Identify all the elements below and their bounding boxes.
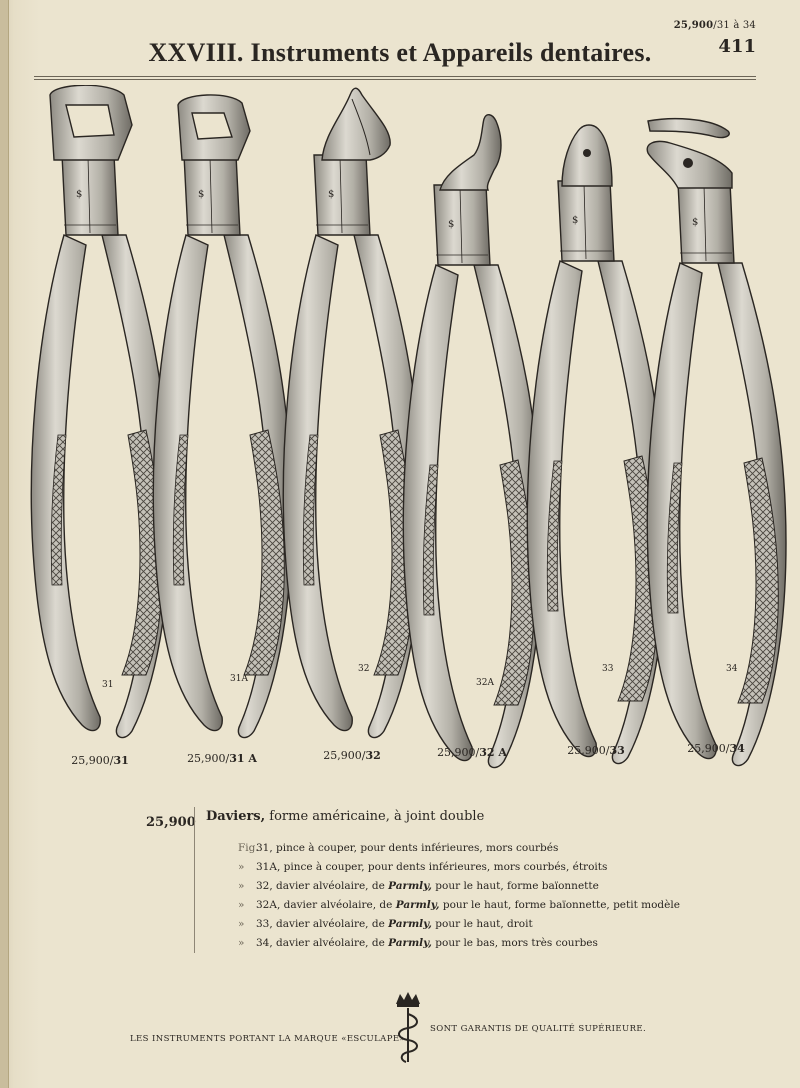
header-ref-bold: 25,900 [673,20,714,31]
description-divider [194,807,195,953]
header-ref-rest: /31 à 34 [713,20,756,31]
page-number: 411 [718,36,756,57]
catalog-number: 25,900 [146,815,196,830]
footer-left-text: LES INSTRUMENTS PORTANT LA MARQUE «ESCULAPE» [130,1034,406,1044]
list-item: » 32A, davier alvéolaire, de Parmly, pour le haut, forme baïonnette, petit modèle [238,899,680,911]
handle-mark-31: 31 [102,680,114,690]
forceps-31a [153,95,292,738]
handle-mark-33: 33 [602,664,614,674]
handle-mark-34: 34 [726,664,738,674]
caption-33: 25,900/33 [567,744,625,757]
footer [0,990,800,1070]
handle-mark-32a: 32A [476,678,494,688]
forceps-illustrations [0,85,800,775]
footer-right-text: SONT GARANTIS DE QUALITÉ SUPÉRIEURE. [430,1024,647,1034]
list-item: » 31A, pince à couper, pour dents inférieures, mors courbés, étroits [238,861,608,873]
list-item: » 34, davier alvéolaire, de Parmly, pour le bas, mors très courbes [238,937,598,949]
description-list [238,839,680,953]
page-title: XXVIII. Instruments et Appareils dentaires. [148,38,652,67]
description-heading: Daviers, forme américaine, à joint double [206,809,485,824]
header-rule [34,76,756,80]
list-item: Fig.31, pince à couper, pour dents inférieures, mors courbés [238,842,559,854]
description-block [0,805,800,955]
esculape-emblem-icon [388,990,428,1066]
forceps-34 [647,119,786,766]
caption-31a: 25,900/31 A [187,752,257,765]
forceps-33 [527,125,666,764]
header-reference [674,20,756,31]
caption-32a: 25,900/32 A [437,746,507,759]
caption-32: 25,900/32 [323,749,381,762]
caption-31: 25,900/31 [71,754,129,767]
handle-mark-32: 32 [358,664,370,674]
list-item: » 32, davier alvéolaire, de Parmly, pour le haut, forme baïonnette [238,880,599,892]
list-item: » 33, davier alvéolaire, de Parmly, pour le haut, droit [238,918,533,930]
caption-34: 25,900/34 [687,742,745,755]
forceps-31 [31,85,170,737]
handle-mark-31a: 31A [230,674,248,684]
forceps-32 [283,88,422,737]
forceps-32a [403,115,542,768]
